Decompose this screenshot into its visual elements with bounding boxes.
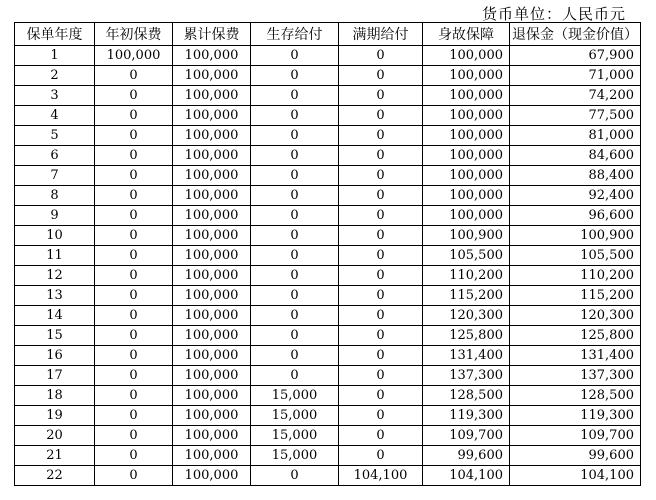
cell-surrender-value: 96,600	[510, 206, 641, 226]
table-row	[15, 386, 641, 406]
header-row	[15, 23, 641, 46]
table-body	[15, 46, 641, 486]
cell-policy-year: 8	[15, 186, 95, 206]
cell-death-benefit: 100,000	[423, 106, 510, 126]
cell-policy-year: 21	[15, 446, 95, 466]
cell-cumulative-premium: 100,000	[173, 326, 251, 346]
cell-initial-premium: 0	[95, 286, 173, 306]
cell-maturity-benefit: 0	[339, 86, 423, 106]
cell-initial-premium: 0	[95, 446, 173, 466]
cell-policy-year: 2	[15, 66, 95, 86]
cell-surrender-value: 81,000	[510, 126, 641, 146]
cell-death-benefit: 105,500	[423, 246, 510, 266]
cell-policy-year: 22	[15, 466, 95, 486]
cell-death-benefit: 100,000	[423, 166, 510, 186]
cell-surrender-value: 137,300	[510, 366, 641, 386]
cell-policy-year: 18	[15, 386, 95, 406]
cell-maturity-benefit: 0	[339, 366, 423, 386]
cell-death-benefit: 99,600	[423, 446, 510, 466]
cell-death-benefit: 119,300	[423, 406, 510, 426]
cell-initial-premium: 0	[95, 126, 173, 146]
cell-policy-year: 10	[15, 226, 95, 246]
cell-survival-benefit: 0	[251, 366, 339, 386]
cell-maturity-benefit: 0	[339, 146, 423, 166]
cell-cumulative-premium: 100,000	[173, 286, 251, 306]
cell-surrender-value: 104,100	[510, 466, 641, 486]
table-row	[15, 126, 641, 146]
cell-maturity-benefit: 0	[339, 186, 423, 206]
cell-surrender-value: 115,200	[510, 286, 641, 306]
cell-initial-premium: 0	[95, 426, 173, 446]
table-row	[15, 446, 641, 466]
cell-survival-benefit: 0	[251, 126, 339, 146]
table-row	[15, 46, 641, 66]
cell-initial-premium: 0	[95, 66, 173, 86]
cell-surrender-value: 100,900	[510, 226, 641, 246]
cell-initial-premium: 100,000	[95, 46, 173, 66]
cell-maturity-benefit: 0	[339, 426, 423, 446]
table-row	[15, 106, 641, 126]
cell-maturity-benefit: 0	[339, 446, 423, 466]
table-row	[15, 146, 641, 166]
cell-surrender-value: 131,400	[510, 346, 641, 366]
cell-surrender-value: 88,400	[510, 166, 641, 186]
currency-unit-caption: 货币单位：人民币元	[481, 5, 626, 23]
cell-surrender-value: 128,500	[510, 386, 641, 406]
table-row	[15, 406, 641, 426]
table-row	[15, 86, 641, 106]
table-row	[15, 166, 641, 186]
header-maturity-benefit: 满期给付	[339, 23, 423, 46]
cell-surrender-value: 71,000	[510, 66, 641, 86]
cell-maturity-benefit: 0	[339, 246, 423, 266]
cell-policy-year: 6	[15, 146, 95, 166]
cell-initial-premium: 0	[95, 346, 173, 366]
cell-policy-year: 7	[15, 166, 95, 186]
cell-surrender-value: 105,500	[510, 246, 641, 266]
cell-death-benefit: 115,200	[423, 286, 510, 306]
cell-survival-benefit: 0	[251, 146, 339, 166]
cell-death-benefit: 100,000	[423, 186, 510, 206]
table-row	[15, 366, 641, 386]
cell-death-benefit: 137,300	[423, 366, 510, 386]
cell-death-benefit: 100,000	[423, 86, 510, 106]
cell-policy-year: 3	[15, 86, 95, 106]
cell-survival-benefit: 15,000	[251, 406, 339, 426]
cell-maturity-benefit: 0	[339, 46, 423, 66]
cell-death-benefit: 125,800	[423, 326, 510, 346]
cell-cumulative-premium: 100,000	[173, 466, 251, 486]
cell-survival-benefit: 0	[251, 226, 339, 246]
cell-death-benefit: 128,500	[423, 386, 510, 406]
table-row	[15, 266, 641, 286]
cell-survival-benefit: 15,000	[251, 446, 339, 466]
table-row	[15, 66, 641, 86]
cell-survival-benefit: 0	[251, 166, 339, 186]
cell-initial-premium: 0	[95, 326, 173, 346]
cell-cumulative-premium: 100,000	[173, 446, 251, 466]
cell-cumulative-premium: 100,000	[173, 186, 251, 206]
cell-cumulative-premium: 100,000	[173, 206, 251, 226]
cell-surrender-value: 120,300	[510, 306, 641, 326]
cell-death-benefit: 120,300	[423, 306, 510, 326]
cell-maturity-benefit: 0	[339, 346, 423, 366]
cell-maturity-benefit: 0	[339, 386, 423, 406]
benefit-schedule-table	[14, 22, 641, 486]
cell-policy-year: 5	[15, 126, 95, 146]
cell-cumulative-premium: 100,000	[173, 386, 251, 406]
cell-maturity-benefit: 104,100	[339, 466, 423, 486]
table-row	[15, 286, 641, 306]
cell-initial-premium: 0	[95, 226, 173, 246]
table-row	[15, 306, 641, 326]
cell-policy-year: 16	[15, 346, 95, 366]
cell-initial-premium: 0	[95, 106, 173, 126]
cell-policy-year: 12	[15, 266, 95, 286]
cell-surrender-value: 74,200	[510, 86, 641, 106]
cell-death-benefit: 131,400	[423, 346, 510, 366]
table-row	[15, 466, 641, 486]
cell-maturity-benefit: 0	[339, 166, 423, 186]
cell-survival-benefit: 0	[251, 266, 339, 286]
header-cumulative-premium: 累计保费	[173, 23, 251, 46]
cell-maturity-benefit: 0	[339, 406, 423, 426]
cell-cumulative-premium: 100,000	[173, 146, 251, 166]
cell-initial-premium: 0	[95, 206, 173, 226]
table-row	[15, 226, 641, 246]
cell-surrender-value: 77,500	[510, 106, 641, 126]
cell-surrender-value: 84,600	[510, 146, 641, 166]
cell-initial-premium: 0	[95, 146, 173, 166]
cell-policy-year: 4	[15, 106, 95, 126]
cell-maturity-benefit: 0	[339, 306, 423, 326]
table-row	[15, 326, 641, 346]
cell-initial-premium: 0	[95, 406, 173, 426]
cell-policy-year: 9	[15, 206, 95, 226]
cell-death-benefit: 100,000	[423, 126, 510, 146]
cell-initial-premium: 0	[95, 366, 173, 386]
cell-initial-premium: 0	[95, 386, 173, 406]
cell-initial-premium: 0	[95, 266, 173, 286]
cell-surrender-value: 125,800	[510, 326, 641, 346]
cell-cumulative-premium: 100,000	[173, 86, 251, 106]
cell-cumulative-premium: 100,000	[173, 406, 251, 426]
table-row	[15, 186, 641, 206]
cell-surrender-value: 99,600	[510, 446, 641, 466]
cell-cumulative-premium: 100,000	[173, 106, 251, 126]
cell-death-benefit: 100,000	[423, 46, 510, 66]
cell-cumulative-premium: 100,000	[173, 46, 251, 66]
cell-survival-benefit: 0	[251, 86, 339, 106]
cell-cumulative-premium: 100,000	[173, 346, 251, 366]
cell-maturity-benefit: 0	[339, 106, 423, 126]
cell-initial-premium: 0	[95, 466, 173, 486]
cell-cumulative-premium: 100,000	[173, 126, 251, 146]
cell-death-benefit: 100,000	[423, 206, 510, 226]
cell-cumulative-premium: 100,000	[173, 246, 251, 266]
cell-initial-premium: 0	[95, 166, 173, 186]
cell-death-benefit: 110,200	[423, 266, 510, 286]
cell-death-benefit: 104,100	[423, 466, 510, 486]
cell-cumulative-premium: 100,000	[173, 426, 251, 446]
cell-initial-premium: 0	[95, 246, 173, 266]
header-policy-year: 保单年度	[15, 23, 95, 46]
cell-survival-benefit: 0	[251, 106, 339, 126]
cell-survival-benefit: 0	[251, 466, 339, 486]
cell-death-benefit: 109,700	[423, 426, 510, 446]
header-surrender-value: 退保金（现金价值）	[510, 23, 641, 46]
cell-surrender-value: 67,900	[510, 46, 641, 66]
table-row	[15, 346, 641, 366]
cell-maturity-benefit: 0	[339, 266, 423, 286]
header-survival-benefit: 生存给付	[251, 23, 339, 46]
cell-policy-year: 1	[15, 46, 95, 66]
cell-death-benefit: 100,000	[423, 146, 510, 166]
cell-survival-benefit: 0	[251, 306, 339, 326]
cell-policy-year: 11	[15, 246, 95, 266]
cell-surrender-value: 110,200	[510, 266, 641, 286]
cell-policy-year: 19	[15, 406, 95, 426]
header-initial-premium: 年初保费	[95, 23, 173, 46]
cell-policy-year: 15	[15, 326, 95, 346]
cell-policy-year: 17	[15, 366, 95, 386]
cell-survival-benefit: 0	[251, 326, 339, 346]
table-row	[15, 246, 641, 266]
cell-survival-benefit: 0	[251, 46, 339, 66]
cell-death-benefit: 100,000	[423, 66, 510, 86]
cell-survival-benefit: 0	[251, 206, 339, 226]
cell-cumulative-premium: 100,000	[173, 226, 251, 246]
cell-survival-benefit: 0	[251, 66, 339, 86]
cell-survival-benefit: 0	[251, 346, 339, 366]
cell-maturity-benefit: 0	[339, 126, 423, 146]
cell-cumulative-premium: 100,000	[173, 366, 251, 386]
cell-survival-benefit: 0	[251, 286, 339, 306]
cell-policy-year: 13	[15, 286, 95, 306]
cell-cumulative-premium: 100,000	[173, 66, 251, 86]
cell-maturity-benefit: 0	[339, 326, 423, 346]
cell-cumulative-premium: 100,000	[173, 266, 251, 286]
cell-surrender-value: 109,700	[510, 426, 641, 446]
cell-cumulative-premium: 100,000	[173, 306, 251, 326]
table-row	[15, 206, 641, 226]
table-row	[15, 426, 641, 446]
cell-survival-benefit: 0	[251, 246, 339, 266]
cell-maturity-benefit: 0	[339, 206, 423, 226]
cell-maturity-benefit: 0	[339, 66, 423, 86]
cell-initial-premium: 0	[95, 306, 173, 326]
cell-survival-benefit: 0	[251, 186, 339, 206]
cell-survival-benefit: 15,000	[251, 426, 339, 446]
header-death-benefit: 身故保障	[423, 23, 510, 46]
cell-death-benefit: 100,900	[423, 226, 510, 246]
cell-policy-year: 20	[15, 426, 95, 446]
cell-surrender-value: 119,300	[510, 406, 641, 426]
cell-maturity-benefit: 0	[339, 226, 423, 246]
cell-surrender-value: 92,400	[510, 186, 641, 206]
cell-policy-year: 14	[15, 306, 95, 326]
cell-initial-premium: 0	[95, 86, 173, 106]
cell-cumulative-premium: 100,000	[173, 166, 251, 186]
cell-initial-premium: 0	[95, 186, 173, 206]
cell-maturity-benefit: 0	[339, 286, 423, 306]
cell-survival-benefit: 15,000	[251, 386, 339, 406]
